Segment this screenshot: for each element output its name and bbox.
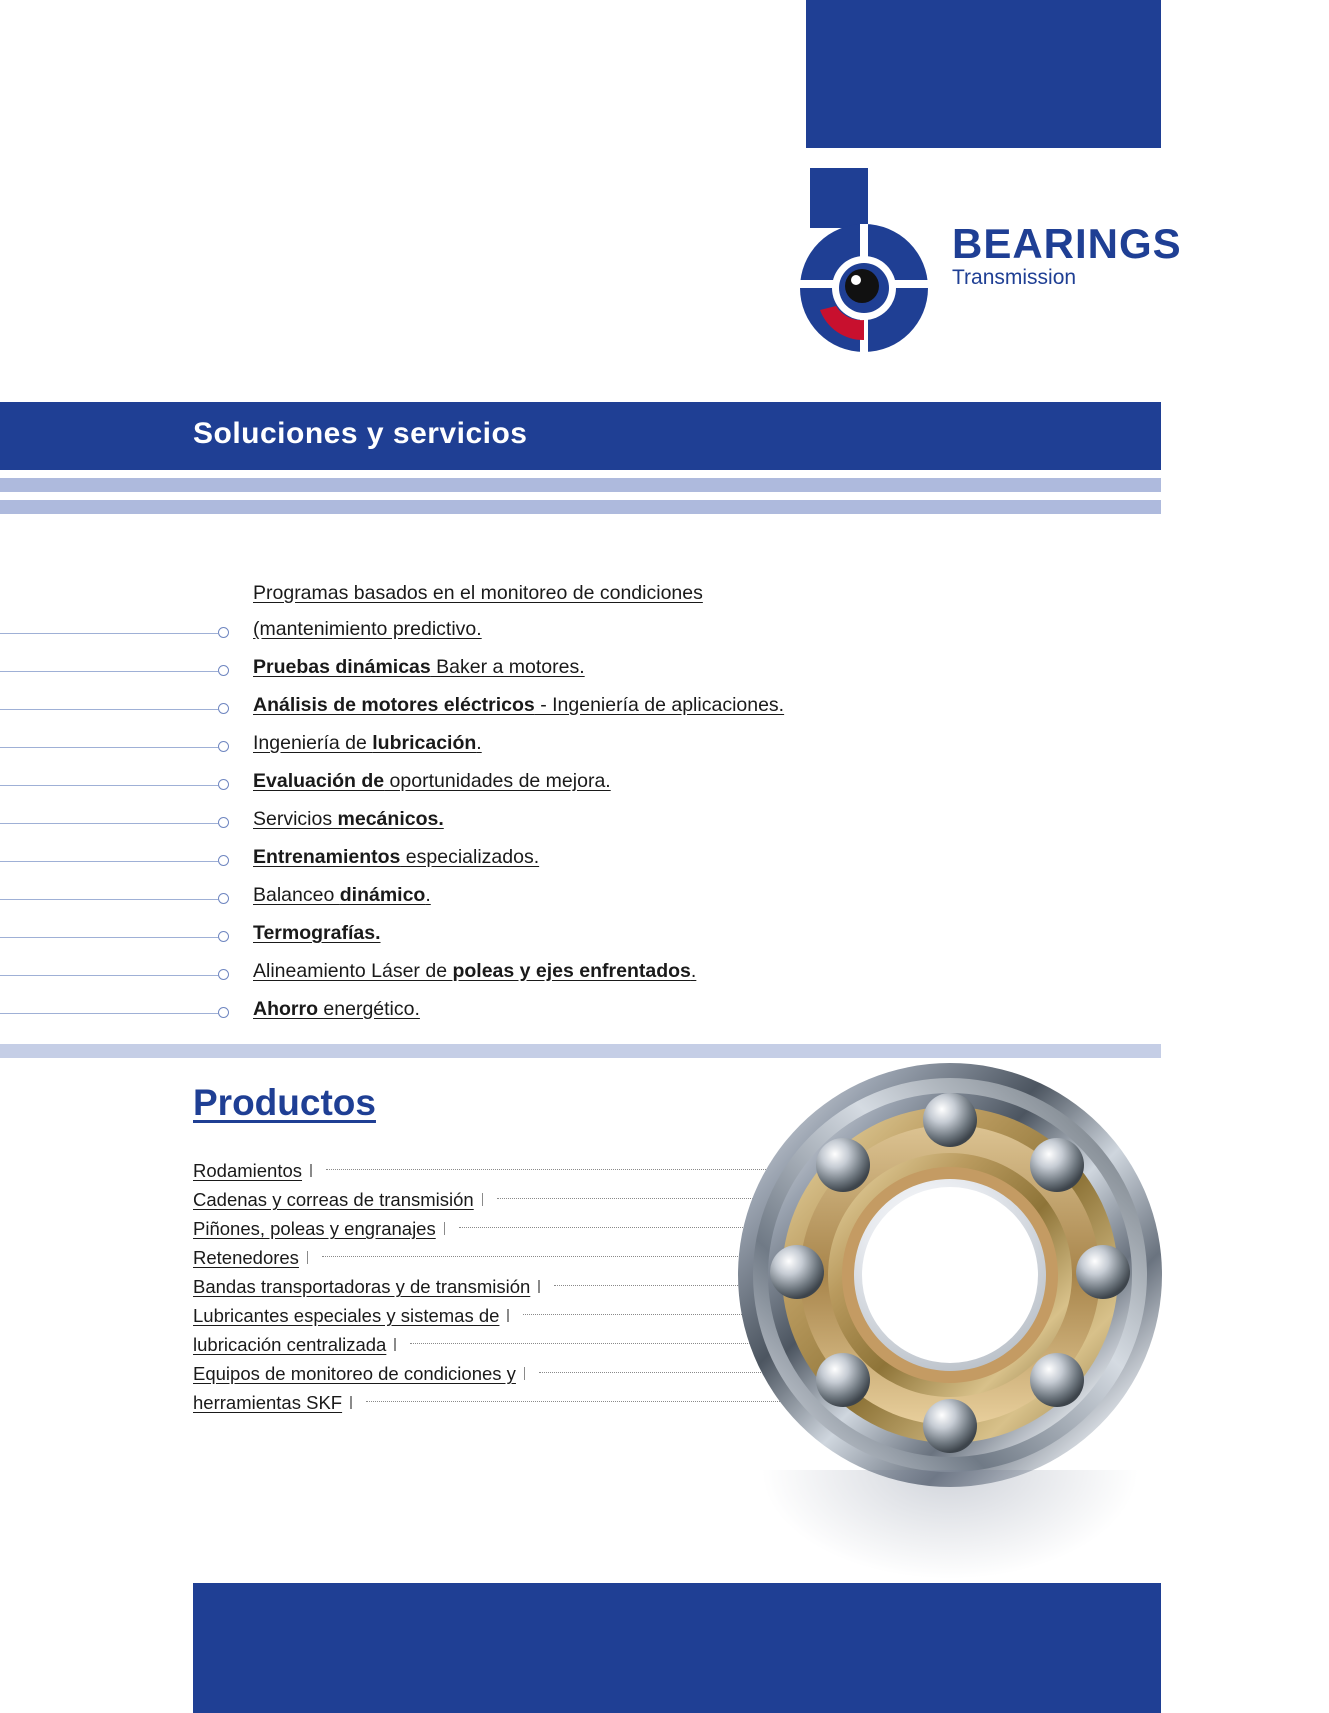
service-item	[0, 994, 1161, 1032]
product-label: herramientas SKF	[193, 1392, 343, 1413]
service-label: Alineamiento Láser de poleas y ejes enfrentados.	[253, 960, 697, 982]
product-tick-icon	[307, 1251, 309, 1264]
service-item	[0, 956, 1161, 994]
service-leader-line	[0, 899, 218, 900]
service-label: Pruebas dinámicas Baker a motores.	[253, 656, 585, 678]
service-leader-line	[0, 671, 218, 672]
service-leader-line	[0, 1013, 218, 1014]
services-list	[0, 578, 1161, 1032]
company-logo	[800, 160, 1182, 365]
service-bullet-icon	[218, 741, 229, 752]
product-label: Piñones, poleas y engranajes	[193, 1218, 436, 1239]
service-item	[0, 766, 1161, 804]
service-bullet-icon	[218, 665, 229, 676]
product-label: Lubricantes especiales y sistemas de	[193, 1305, 500, 1326]
service-label-emphasis: Entrenamientos	[253, 846, 401, 868]
service-label: Evaluación de oportunidades de mejora.	[253, 770, 611, 792]
service-leader-line	[0, 633, 218, 634]
service-label-emphasis: Termografías.	[253, 922, 381, 944]
service-label-emphasis: lubricación	[372, 732, 477, 754]
product-tick-icon	[524, 1367, 526, 1380]
product-tick-icon	[507, 1309, 509, 1322]
divider-rule-second	[0, 500, 1161, 514]
product-label: lubricación centralizada	[193, 1334, 387, 1355]
bearing-product-image	[735, 1060, 1165, 1490]
service-bullet-icon	[218, 817, 229, 828]
service-bullet-icon	[218, 855, 229, 866]
service-label-emphasis: Análisis de motores eléctricos	[253, 694, 535, 716]
service-label-emphasis: Evaluación de	[253, 770, 385, 792]
product-tick-icon	[482, 1193, 484, 1206]
products-heading: Productos	[193, 1082, 376, 1123]
service-item	[0, 880, 1161, 918]
service-bullet-icon	[218, 969, 229, 980]
divider-rule-top	[0, 478, 1161, 492]
service-bullet-icon	[218, 931, 229, 942]
page-title: Soluciones y servicios	[193, 417, 528, 450]
product-label: Rodamientos	[193, 1160, 303, 1181]
service-item	[0, 804, 1161, 842]
section-title-bar	[0, 402, 1161, 470]
service-label: Análisis de motores eléctricos - Ingeniería de aplicaciones.	[253, 694, 785, 716]
product-label: Retenedores	[193, 1247, 299, 1268]
service-bullet-icon	[218, 893, 229, 904]
service-item	[0, 690, 1161, 728]
product-tick-icon	[538, 1280, 540, 1293]
service-label-emphasis: dinámico	[339, 884, 426, 906]
service-leader-line	[0, 709, 218, 710]
service-label: Ingeniería de lubricación.	[253, 732, 482, 754]
service-leader-line	[0, 937, 218, 938]
service-leader-line	[0, 975, 218, 976]
service-label: Entrenamientos especializados.	[253, 846, 540, 868]
service-label	[253, 918, 381, 948]
service-item	[0, 728, 1161, 766]
bearing-logo-icon	[800, 160, 940, 360]
service-bullet-icon	[218, 779, 229, 790]
service-item	[0, 652, 1161, 690]
bearing-reflection	[760, 1470, 1140, 1580]
product-tick-icon	[310, 1164, 312, 1177]
service-leader-line	[0, 785, 218, 786]
service-label: Balanceo dinámico.	[253, 884, 431, 906]
service-bullet-icon	[218, 627, 229, 638]
product-tick-icon	[394, 1338, 396, 1351]
service-label-emphasis: Pruebas dinámicas	[253, 656, 431, 678]
service-label-continuation: (mantenimiento predictivo.	[253, 618, 482, 640]
service-label: Ahorro energético.	[253, 998, 420, 1020]
service-leader-line	[0, 861, 218, 862]
service-label-emphasis: poleas y ejes enfrentados	[452, 960, 691, 982]
service-label-emphasis: mecánicos.	[337, 808, 444, 830]
logo-brand-name: BEARINGS	[952, 220, 1182, 267]
service-bullet-icon	[218, 703, 229, 714]
product-label: Bandas transportadoras y de transmisión	[193, 1276, 531, 1297]
product-tick-icon	[444, 1222, 446, 1235]
service-item	[0, 578, 1161, 652]
service-label: Programas basados en el monitoreo de condiciones	[253, 582, 703, 604]
service-item	[0, 842, 1161, 880]
service-leader-line	[0, 823, 218, 824]
product-label: Cadenas y correas de transmisión	[193, 1189, 474, 1210]
service-bullet-icon	[218, 1007, 229, 1018]
divider-rule-bottom	[0, 1044, 1161, 1058]
service-leader-line	[0, 747, 218, 748]
bottom-blue-bar	[193, 1583, 1161, 1713]
product-tick-icon	[350, 1396, 352, 1409]
service-label: Servicios mecánicos.	[253, 808, 444, 830]
logo-tagline: Transmission	[952, 266, 1077, 289]
product-label: Equipos de monitoreo de condiciones y	[193, 1363, 516, 1384]
service-item	[0, 918, 1161, 956]
service-label-emphasis: Ahorro	[253, 998, 318, 1020]
top-blue-banner	[806, 0, 1161, 148]
